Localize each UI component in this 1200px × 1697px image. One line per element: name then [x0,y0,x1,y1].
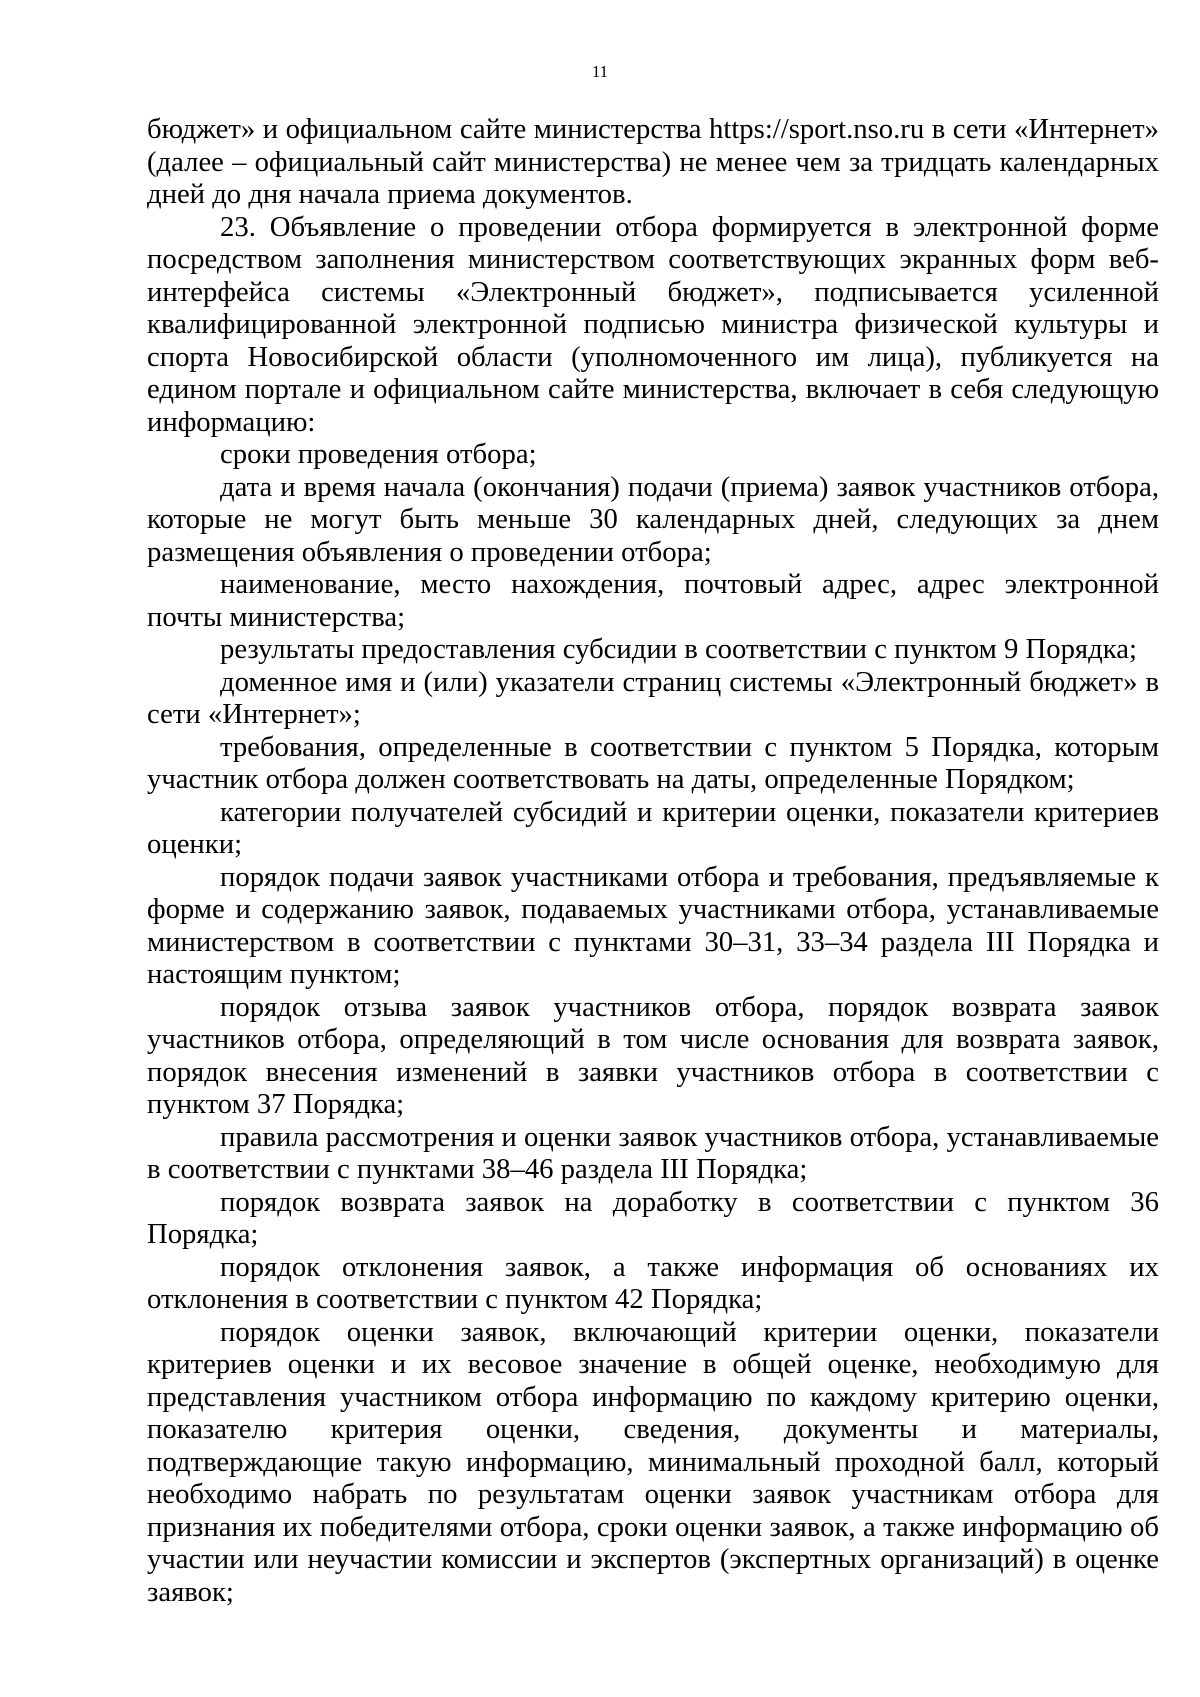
paragraph-continuation: бюджет» и официальном сайте министерства https://sport.nso.ru в сети «Интернет» (далее – официальный сайт министерства) не менее чем за тридцать календарных дней до дня начала приема документов. [147,113,1159,210]
list-item-subsidy-results: результаты предоставления субсидии в соответствии с пунктом 9 Порядка; [220,633,1137,665]
list-item-requirements: требования, определенные в соответствии с пунктом 5 Порядка, которым участник отбора должен соответствовать на даты, определенные Порядком; [147,730,1159,795]
list-item-evaluation-procedure: порядок оценки заявок, включающий критерии оценки, показатели критериев оценки и их весовое значение в общей оценке, необходимую для представления участником отбора информацию по каждому критерию оценки, показателю критерия оценки, сведения, документы и материалы, подтверждающие такую информацию, минимальный проходной балл, который необходимо набрать по результатам оценки заявок участникам отбора для признания их победителями отбора, сроки оценки заявок, а также информацию об участии или неучастии комиссии и экспертов (экспертных организаций) в оценке заявок; [147,1315,1159,1608]
list-item-selection-period: сроки проведения отбора; [220,438,537,470]
paragraph-clause-23: 23. Объявление о проведении отбора формируется в электронной форме посредством заполнения министерством соответствующих экранных форм веб-интерфейса системы «Электронный бюджет», подписывается усиленной квалифицированной электронной подписью министра физической культуры и спорта Новосибирской области (уполномоченного им лица), публикуется на едином портале и официальном сайте министерства, включает в себя следующую информацию: [147,210,1159,438]
list-item-recipient-categories: категории получателей субсидий и критерии оценки, показатели критериев оценки; [147,795,1159,860]
page-number: 11 [591,62,609,81]
list-item-domain-name: доменное имя и (или) указатели страниц системы «Электронный бюджет» в сети «Интернет»; [147,665,1159,730]
list-item-withdrawal-procedure: порядок отзыва заявок участников отбора, порядок возврата заявок участников отбора, определяющий в том числе основания для возврата заявок, порядок внесения изменений в заявки участников отбора в соответствии с пунктом 37 Порядка; [147,990,1159,1120]
list-item-ministry-contacts: наименование, место нахождения, почтовый адрес, адрес электронной почты министерства; [147,568,1159,633]
list-item-return-procedure: порядок возврата заявок на доработку в соответствии с пунктом 36 Порядка; [147,1185,1159,1250]
list-item-review-rules: правила рассмотрения и оценки заявок участников отбора, устанавливаемые в соответствии с пунктами 38–46 раздела III Порядка; [147,1120,1159,1185]
list-item-application-dates: дата и время начала (окончания) подачи (приема) заявок участников отбора, которые не могут быть меньше 30 календарных дней, следующих за днем размещения объявления о проведении отбора; [147,470,1159,568]
document-body [147,113,1159,1608]
list-item-submission-procedure: порядок подачи заявок участниками отбора и требования, предъявляемые к форме и содержанию заявок, подаваемых участниками отбора, устанавливаемые министерством в соответствии с пунктами 30–31, 33–34 раздела III Порядка и настоящим пунктом; [147,860,1159,990]
list-item-rejection-procedure: порядок отклонения заявок, а также информация об основаниях их отклонения в соответствии с пунктом 42 Порядка; [147,1250,1159,1315]
